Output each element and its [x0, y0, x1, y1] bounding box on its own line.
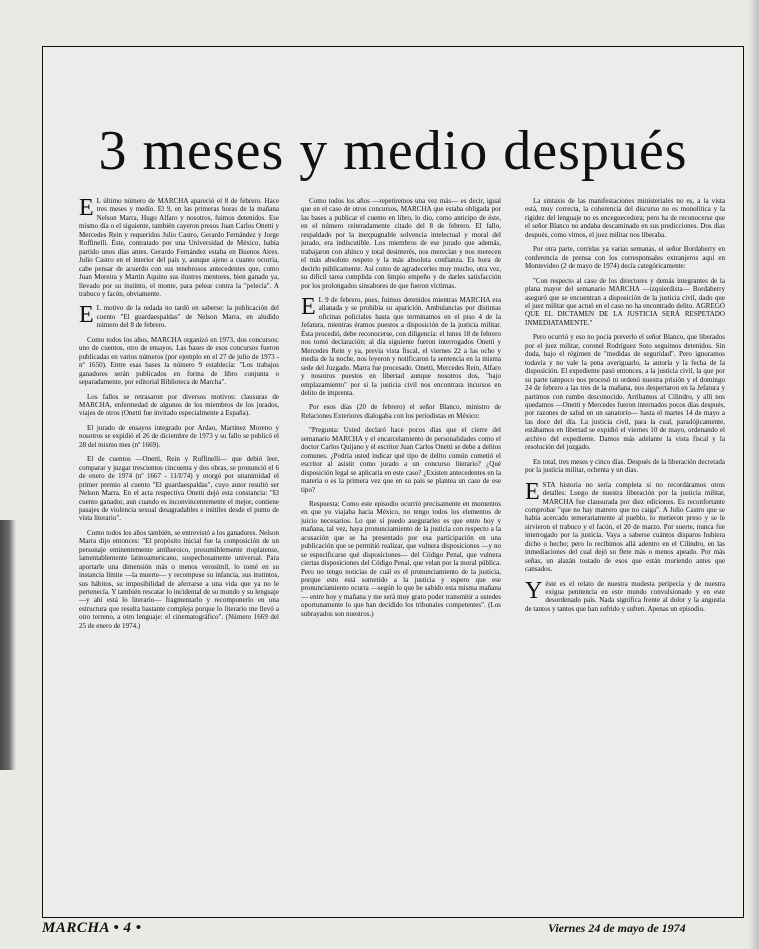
paragraph-text: Como todos los años —repetiremos una vez más— es decir, igual que en el caso de otros concursos, MARCHA que estaba obligada por las bases a publicar el cuento en libro, lo dio, como anticipo de éste, en el número reiteradamente citado del 8 de febrero. El fallo, respaldado por la inexpugnable solvencia intelectual y moral del jurado, era indiscutible. Los miembros de ese jurado que además, trabajaron con ahínco y total desinterés, nos merecían y nos merecen el más absoluto respeto y la más absoluta confianza. Es hora de decirlo públicamente. Así como de agradecerles muy mucho, otra vez, su difícil tarea cumplida con limpio empeño y de darles satisfacción por los prolongados sinsabores de que fueron víctimas.: [301, 197, 501, 290]
column-1: [79, 197, 279, 909]
paragraph: [525, 333, 725, 451]
paragraph-text: El jurado de ensayos integrado por Ardao, Martínez Moreno y nosotros se expidió el 26 de diciembre de 1973 y su fallo se publicó el 28 del mismo mes (nº 1669).: [79, 423, 279, 449]
scan-shadow-right: [749, 0, 759, 949]
paragraph-text: Como todos los años también, se entrevistó a los ganadores. Nelson Marra dijo entonces: "El propósito inicial fue la composición de un personaje eminentemente antiheroico, presumiblemente rioplatense, lamentablemente latinoamericano, sospechosamente universal. Para aportarle una dimensión más o menos verosímil, lo tomé en su instancia límite —la muerte— y recompuse su infancia, sus instintos, sus hábitos, su imposibilidad de aferrarse a una vida que ya no le pertenecía. Y también rescatar lo incidental de su mundo y su lenguaje —y ahí está lo literario— fragmentarlo y recomponerlo en una estructura que resulta bastante compleja porque lo literario me llevó a otro terreno, a otro lenguaje: el cinematográfico". (Número 1669 del 25 de enero de 1974.): [79, 528, 279, 630]
paragraph: [301, 500, 501, 618]
paragraph-text: éste es el relato de nuestra modesta peripecia y de nuestra exigua penitencia en este mundo convulsionado y en este desordenado país. Nada significa frente al dolor y la angustia de tantos y tantos que han sufrido y sufren. Apenas un episodio.: [525, 579, 725, 613]
paragraph: [301, 403, 501, 420]
drop-cap: Y: [525, 577, 543, 604]
paragraph: [525, 458, 725, 475]
paragraph: [79, 304, 279, 329]
drop-cap: E: [79, 302, 94, 329]
paragraph: [79, 424, 279, 449]
paragraph-text: L último número de MARCHA apareció el 8 de febrero. Hace tres meses y medio. El 9, en las primeras horas de la mañana Nelson Marra, Hugo Alfaro y nosotros, fuimos detenidos. Ese mismo día o el siguiente, también cayeron presos Juan Carlos Onetti y Mercedes Rein y requeridos Julio Castro, Gerardo Fernández y Jorge Ruffinelli. Éste, contratado por una Universidad de México, había partido unos días antes. Gerardo Fernández estaba en Buenos Aires. Julio Castro en el interior del país y, aunque ajeno a cuanto ocurría, cabe pensar de acuerdo con sus tenebrosos antecedentes que, como Juan Moreira y Martín Aquino sus ilustres mentores, bien ganado ya, llevado por su instinto, el monte, para pelear contra la "pelecía". A trabuco y facón, obviamente.: [79, 197, 279, 298]
drop-cap: E: [79, 197, 94, 221]
paragraph: [525, 577, 725, 614]
paragraph-text: Los fallos se retrasaron por diversos motivos: clausuras de MARCHA, enfermedad de algunos de los miembros de los jurados, viajes de otros (Onetti fue invitado especialmente a España).: [79, 392, 279, 418]
paragraph-text: "Pregunta: Usted declaró hace pocos días que el cierre del semanario MARCHA y el encarcelamiento de personalidades como el doctor Carlos Quijano y el escritor Juan Carlos Onetti se debe a delitos comunes. ¿Podría usted indicar qué tipo de delito común cometió el escritor al asistir como jurado a un concurso literario? ¿Qué disposición legal se aplicaría en este caso? ¿Existen antecedentes en la materia o es la primera vez que en su país se plantea un caso de ese tipo?: [301, 426, 501, 494]
paragraph: [79, 393, 279, 418]
paragraph-text: Por esos días (20 de febrero) el señor Blanco, ministro de Relaciones Exteriores dialogaba con los periodistas en México:: [301, 403, 501, 420]
paragraph-text: En total, tres meses y cinco días. Después de la liberación decretada por la justicia militar, ochenta y un días.: [525, 457, 725, 475]
paragraph-text: Por otra parte, corridas ya varias semanas, el señor Bordaberry en conferencia de prensa con los corresponsales extranjeros aquí en Montevideo (2 de mayo de 1974) decía categóricamente:: [525, 245, 725, 271]
paragraph: [525, 478, 725, 574]
paragraph-text: El de cuentos —Onetti, Rein y Ruffinelli— que debió leer, comparar y juzgar trescientos cincuenta y dos obras, se pronunció el 6 de enero de 1974 (nº 1667 - 11/I/74) y otorgó por unanimidad el primer premio al cuento "El guardaespaldas", cuyo autor resultó ser Nelson Marra. En el acta respectiva Onetti dejó esta constancia: "El cuento ganador, aun cuando es inconvincentemente el mejor, contiene pasajes de violencia sexual desagradables e inútiles desde el punto de vista literario".: [79, 455, 279, 523]
paragraph: [79, 529, 279, 630]
paragraph-text: Pero ocurrió y eso no pocía preverlo el señor Blanco, que liberados por el juez militar, coronel Rodríguez Soto seguimos detenidos. Sin duda, bajo el régimen de "medidas de seguridad". Pero ignoramos todavía y no vale la pena averiguarlo, la autoría y la fecha de la disposición. El expediente pasó entonces, a la justicia civil, la que por su parte tampoco nos procesó ni ordenó nuestra prisión y el domingo 24 de febrero a las tres de la mañana, nos despertaron en la Jefatura y partimos con rumbo desconocido. Arribamos al Cilindro, y allí nos quedamos —Onetti y Mercedes fueron internados pocos días después, por razones de salud en un sanatorio— hasta el martes 14 de mayo a las doce del día. La justicia civil, para la cual, paradójicamente, estábamos en libertad se expidió el viernes 10 de mayo, ordenando el archivo del expediente. Damos más adelante la vista fiscal y la resolución del juzgado.: [525, 333, 725, 452]
paragraph-text: L motivo de la redada no tardó en saberse: la publicación del cuento "El guardaespaldas" de Nelson Marra, en aludido número del 8 de febrero.: [96, 304, 279, 330]
paragraph: [301, 197, 501, 290]
paragraph-text: STA historia no sería completa si no recordáramos otros detalles: Luego de nuestra liberación por la justicia militar, MARCHA fue clausurada por diez ediciones. Es reconfortante comprobar "que no hay matrero que no caiga". A Julio Castro que se había acercado temerariamente al pueblo, lo metieron preso y se le sirvieron el trabuco y el facón, el 20 de marzo. Por suerte, nunca fue interrogado por la justicia. Vaya a saberse cuántos disparos hubiera dicho o hecho; pero lo recibimos allá adentro en el Cilindro, en las inmediaciones del cual dejó su flete más o menos apeado. Por más señas, un alazán tostado de esos que están muriendo antes que cansados.: [525, 480, 725, 574]
paragraph: [79, 197, 279, 298]
paragraph: [525, 197, 725, 239]
drop-cap: E: [301, 293, 316, 320]
footer-publication: MARCHA • 4 •: [42, 920, 142, 936]
column-2: [301, 197, 501, 909]
scan-shadow-left: [0, 520, 16, 770]
article-columns: [79, 197, 727, 909]
paragraph: [301, 293, 501, 397]
paragraph: [525, 245, 725, 270]
paragraph-text: Respuesta: Como este episodio ocurrió precisamente en momentos en que yo viajaba hacia México, no tengo todos los elementos de juicio necesarios. Lo que sí puedo asegurarles es que entre hoy y mañana, tal vez, haya pronunciamiento de la justicia con respecto a la acusación que se ha presentado por esa participación en una publicación que se permitió realizar, que vulnera disposiciones —y no se especificarse qué disposiciones— del Código Penal, que vulnera ciertas disposiciones del Código Penal, que velan por la moral pública. Pero no tengo noticias de cuál es el pronunciamiento de la justicia, porque esto está sometido a la justicia y espero que ese pronunciamiento ocurra —según lo que he sabido esta misma mañana— entre hoy y mañana y me será muy grato poder transmitir a ustedes oportunamente lo que han decidido los tribunales competentes". (Los subrayados son nuestros.): [301, 499, 501, 618]
footer-date: Viernes 24 de mayo de 1974: [548, 921, 686, 935]
paragraph-text: "Con respecto al caso de los directores y demás integrantes de la plana mayor del semanario MARCHA —izquierdista— Bordaberry aseguró que se encuentran a disposición de la justicia civil, dado que el juez militar que actuó en el caso no ha encontrado delito. AGREGÓ QUE EL DICTAMEN DE LA JUSTICIA SERÁ RESPETADO INMEDIATAMENTE.": [525, 276, 725, 327]
paragraph-text: L 9 de febrero, pues, fuimos detenidos mientras MARCHA era allanada y se prohibía su aparición. Ambulancias por distintas oficinas policiales hasta que terminamos en el piso 4 de la Jefatura, mientras éramos puestos a disposición de la justicia militar. Ésta procedió, debe reconocerse, con diligencia: el lunes 18 de febrero nos tomó declaración; al día siguiente fueron interrogados Onetti y Mercedes Rein y ya, previa vista fiscal, el viernes 22 a las ocho y media de la noche, nos leyeron y notificaron la sentencia en la misma sede del Juzgado. Marra fue procesado. Onetti, Mercedes Rein, Alfaro y nosotros puestos en libertad aunque nosotros dos, "bajo emplazamiento" por si la justicia civil nos encontrara incursos en delito de imprenta.: [301, 295, 501, 397]
paragraph: [525, 277, 725, 328]
drop-cap: E: [525, 478, 540, 505]
paragraph-text: La sintaxis de las manifestaciones ministeriales no es, a la vista está, muy correcta, la coherencia del discurso no es monolítica y la rigidez del lenguaje no es enceguecedora; pero ha de reconocerse que el señor Blanco no andaba descaminado en sus predicciones. Dos días después, como vimos, el juez militar nos liberaba.: [525, 197, 725, 239]
headline: 3 meses y medio después: [98, 120, 688, 182]
paragraph-text: Como todos los años, MARCHA organizó en 1973, dos concursos: uno de cuentos, otro de ensayos. Las bases de esos concursos fueron publicadas en varios números (por ejemplo en el 27 de julio de 1973 - nº 1650). Entre esas bases la número 9 establecía: "Los trabajos ganadores serán publicados en forma de libro conjunta o separadamente, por editorial Biblioteca de Marcha".: [79, 335, 279, 387]
article-frame: [42, 46, 744, 918]
paragraph: [79, 455, 279, 523]
paragraph: [79, 336, 279, 387]
paragraph: [301, 426, 501, 494]
column-3: [525, 197, 725, 909]
